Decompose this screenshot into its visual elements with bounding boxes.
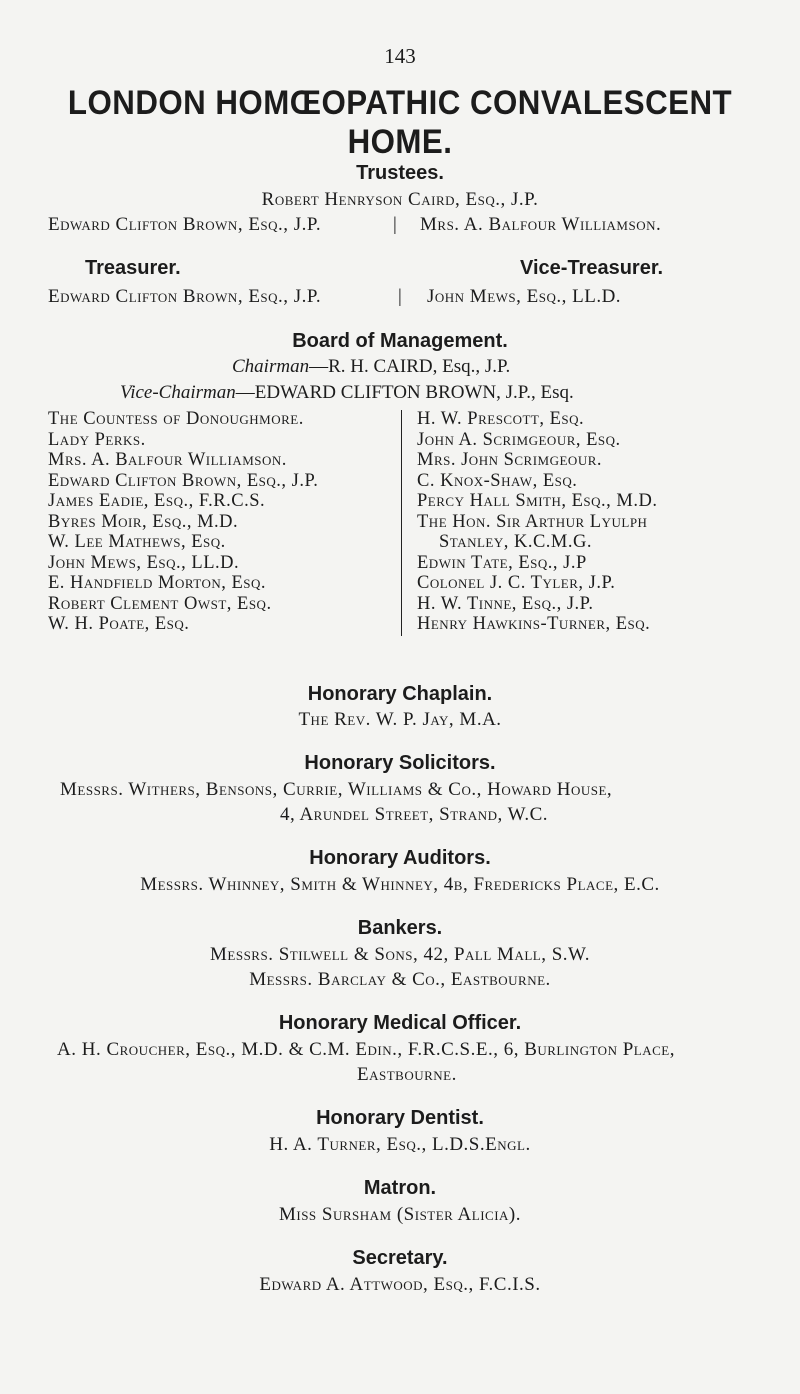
trustee-right: Mrs. A. Balfour Williamson. <box>420 214 662 235</box>
vice-chairman-label: Vice-Chairman <box>120 382 236 403</box>
vice-treasurer-heading: Vice-Treasurer. <box>520 257 664 279</box>
board-member: James Eadie, Esq., F.R.C.S. <box>48 491 266 511</box>
board-member: John A. Scrimgeour, Esq. <box>417 429 621 450</box>
board-member: Colonel J. C. Tyler, J.P. <box>417 573 616 593</box>
board-member: The Hon. Sir Arthur Lyulph <box>417 511 648 532</box>
board-member: Henry Hawkins-Turner, Esq. <box>417 614 651 634</box>
board-member: Edwin Tate, Esq., J.P <box>417 552 587 573</box>
board-member: Byres Moir, Esq., M.D. <box>48 511 239 532</box>
board-member: John Mews, Esq., LL.D. <box>48 552 240 573</box>
bankers-line-1: Messrs. Stilwell & Sons, 42, Pall Mall, S.W. <box>210 944 590 965</box>
board-member: H. W. Tinne, Esq., J.P. <box>417 593 594 614</box>
chairman-name: —R. H. CAIRD, Esq., J.P. <box>309 356 511 377</box>
solicitors-line-1: Messrs. Withers, Bensons, Currie, Williams & Co., Howard House, <box>60 779 613 800</box>
vice-chairman-line <box>120 382 574 404</box>
trustee-line-1: Robert Henryson Caird, Esq., J.P. <box>261 189 539 210</box>
secretary-heading: Secretary. <box>352 1247 448 1269</box>
column-divider <box>401 410 402 636</box>
chairman-label: Chairman <box>232 356 310 377</box>
board-member: Edward Clifton Brown, Esq., J.P. <box>48 470 319 491</box>
board-member: Mrs. John Scrimgeour. <box>417 450 603 470</box>
vice-treasurer-name: John Mews, Esq., LL.D. <box>427 286 622 307</box>
board-member: H. W. Prescott, Esq. <box>417 409 585 429</box>
board-member: Percy Hall Smith, Esq., M.D. <box>417 491 658 511</box>
chaplain-name: The Rev. W. P. Jay, M.A. <box>298 709 502 730</box>
treasurer-name: Edward Clifton Brown, Esq., J.P. <box>48 286 322 307</box>
auditors-heading: Honorary Auditors. <box>309 847 491 869</box>
vice-chairman-name: —EDWARD CLIFTON BROWN, J.P., Esq. <box>235 382 574 403</box>
board-member: W. Lee Mathews, Esq. <box>48 532 226 552</box>
medical-line-1: A. H. Croucher, Esq., M.D. & C.M. Edin., F.R.C.S.E., 6, Burlington Place, <box>57 1039 675 1060</box>
medical-line-2: Eastbourne. <box>357 1064 457 1085</box>
trustee-divider: | <box>393 214 397 235</box>
board-members-right <box>417 409 657 635</box>
solicitors-line-2: 4, Arundel Street, Strand, W.C. <box>280 804 549 825</box>
board-member: Lady Perks. <box>48 429 146 450</box>
matron-name: Miss Sursham (Sister Alicia). <box>278 1204 522 1225</box>
board-member: Robert Clement Owst, Esq. <box>48 593 272 614</box>
auditors-line-1: Messrs. Whinney, Smith & Whinney, 4b, Fredericks Place, E.C. <box>140 874 660 895</box>
board-member: W. H. Poate, Esq. <box>48 614 190 634</box>
board-member: The Countess of Donoughmore. <box>48 409 304 429</box>
dentist-heading: Honorary Dentist. <box>316 1107 484 1129</box>
page-title: LONDON HOMŒOPATHIC CONVALESCENT HOME. <box>67 84 733 161</box>
bankers-heading: Bankers. <box>357 917 443 939</box>
chairman-line <box>232 356 510 378</box>
treasurer-divider: | <box>398 286 402 307</box>
board-member: Stanley, K.C.M.G. <box>439 532 592 552</box>
board-members-left <box>48 409 318 635</box>
matron-heading: Matron. <box>363 1177 437 1199</box>
secretary-name: Edward A. Attwood, Esq., F.C.I.S. <box>259 1274 541 1295</box>
medical-heading: Honorary Medical Officer. <box>278 1012 522 1034</box>
board-member: E. Handfield Morton, Esq. <box>48 573 267 593</box>
board-member: Mrs. A. Balfour Williamson. <box>48 450 287 470</box>
solicitors-heading: Honorary Solicitors. <box>304 752 496 774</box>
page-number: 143 <box>384 44 416 68</box>
treasurer-heading: Treasurer. <box>85 257 181 279</box>
trustee-left: Edward Clifton Brown, Esq., J.P. <box>48 214 322 235</box>
board-heading: Board of Management. <box>292 330 508 352</box>
trustees-heading: Trustees. <box>356 162 444 184</box>
chaplain-heading: Honorary Chaplain. <box>307 683 493 705</box>
dentist-name: H. A. Turner, Esq., L.D.S.Engl. <box>269 1134 531 1155</box>
bankers-line-2: Messrs. Barclay & Co., Eastbourne. <box>249 969 551 990</box>
board-member: C. Knox-Shaw, Esq. <box>417 470 578 491</box>
